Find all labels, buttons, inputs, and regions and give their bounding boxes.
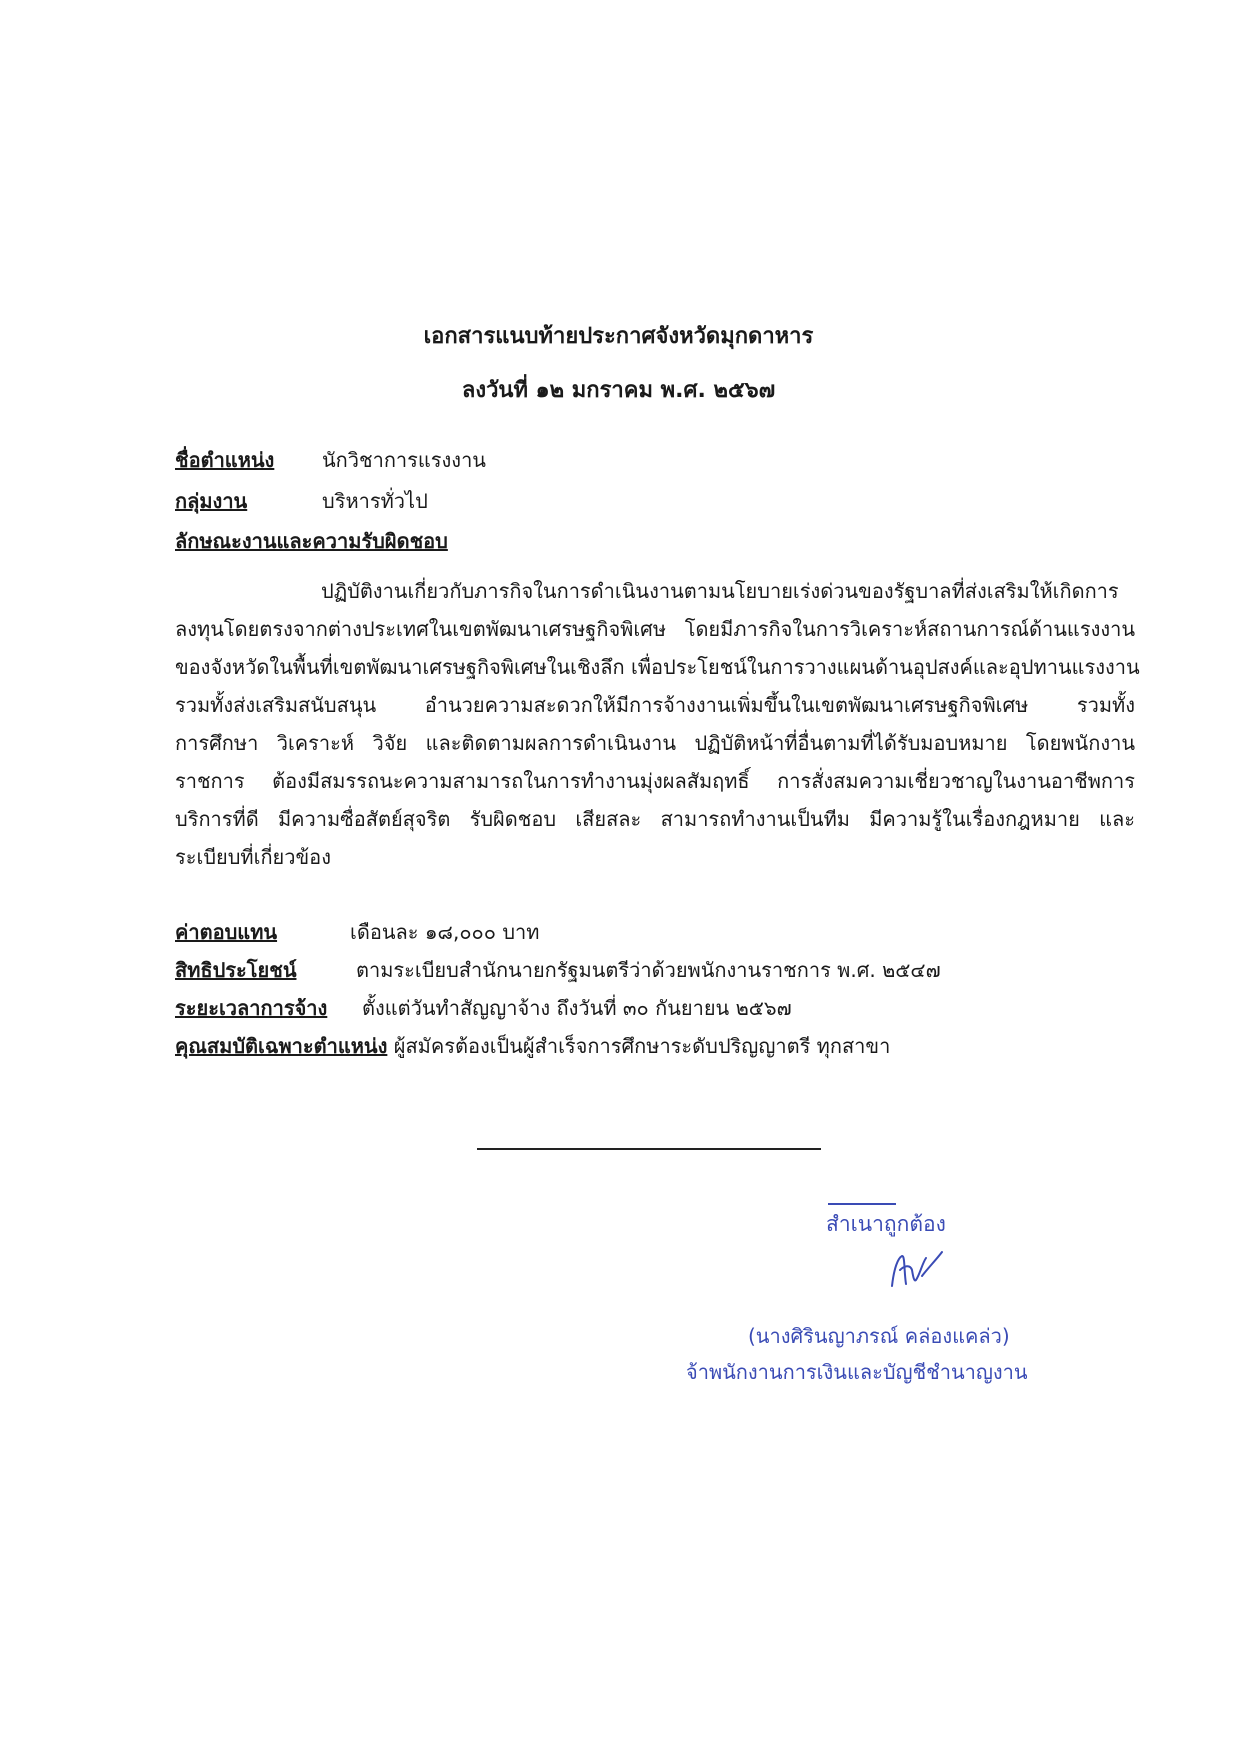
duties-label: ลักษณะงานและความรับผิดชอบ: [175, 529, 448, 553]
benefit-value: ตามระเบียบสำนักนายกรัฐมนตรีว่าด้วยพนักงานราชการ พ.ศ. ๒๕๔๗: [356, 958, 941, 982]
benefit-label: สิทธิประโยชน์: [175, 958, 297, 982]
duties-paragraph: [175, 572, 1140, 876]
pay-value: เดือนละ ๑๘,๐๐๐ บาท: [350, 920, 540, 944]
paragraph-line: ของจังหวัดในพื้นที่เขตพัฒนาเศรษฐกิจพิเศษในเชิงลึก เพื่อประโยชน์ในการวางแผนด้านอุปสงค์และอุปทานแรงงาน: [175, 655, 1140, 679]
position-name-value: นักวิชาการแรงงาน: [322, 448, 486, 472]
position-name-row: [175, 444, 274, 476]
signer-title: จ้าพนักงานการเงินและบัญชีชำนาญงาน: [686, 1360, 1028, 1384]
signer-name: (นางศิรินญาภรณ์ คล่องแคล่ว): [748, 1324, 1010, 1348]
pay-label: ค่าตอบแทน: [175, 920, 278, 944]
qualification-value: ผู้สมัครต้องเป็นผู้สำเร็จการศึกษาระดับปริญญาตรี ทุกสาขา: [393, 1034, 891, 1058]
paragraph-line: ลงทุนโดยตรงจากต่างประเทศในเขตพัฒนาเศรษฐกิจพิเศษ โดยมีภารกิจในการวิเคราะห์สถานการณ์ด้านแรงงาน: [175, 617, 1135, 641]
period-value: ตั้งแต่วันทำสัญญาจ้าง ถึงวันที่ ๓๐ กันยายน ๒๕๖๗: [362, 996, 792, 1020]
paragraph-line: ราชการ ต้องมีสมรรถนะความสามารถในการทำงานมุ่งผลสัมฤทธิ์ การสั่งสมความเชี่ยวชาญในงานอาชีพการ: [175, 769, 1135, 793]
qualification-row: [175, 1030, 890, 1062]
pay-row: [175, 916, 277, 948]
duties-heading: [175, 525, 448, 557]
benefit-row: [175, 954, 296, 986]
position-name-label: ชื่อตำแหน่ง: [175, 448, 275, 472]
document-date: ลงวันที่ ๑๒ มกราคม พ.ศ. ๒๕๖๗: [461, 378, 776, 403]
period-label: ระยะเวลาการจ้าง: [175, 996, 328, 1020]
signature-mark: [886, 1246, 946, 1294]
paragraph-line: ระเบียบที่เกี่ยวข้อง: [175, 845, 331, 869]
separator-line: [477, 1148, 821, 1150]
paragraph-line: รวมทั้งส่งเสริมสนับสนุน อำนวยความสะดวกให้มีการจ้างงานเพิ่มขึ้นในเขตพัฒนาเศรษฐกิจพิเศษ รวมทั้ง: [175, 693, 1135, 717]
group-row: [175, 485, 247, 517]
certified-copy-text: สำเนาถูกต้อง: [826, 1212, 946, 1236]
paragraph-line: บริการที่ดี มีความซื่อสัตย์สุจริต รับผิดชอบ เสียสละ สามารถทำงานเป็นทีม มีความรู้ในเรื่องกฎหมาย และ: [175, 807, 1135, 831]
paragraph-line: การศึกษา วิเคราะห์ วิจัย และติดตามผลการดำเนินงาน ปฏิบัติหน้าที่อื่นตามที่ได้รับมอบหมาย โดยพนักงาน: [175, 731, 1135, 755]
document-title: เอกสารแนบท้ายประกาศจังหวัดมุกดาหาร: [423, 324, 814, 349]
period-row: [175, 992, 327, 1024]
certification-stroke: [828, 1203, 896, 1205]
group-value: บริหารทั่วไป: [322, 489, 428, 513]
paragraph-line: ปฏิบัติงานเกี่ยวกับภารกิจในการดำเนินงานตามนโยบายเร่งด่วนของรัฐบาลที่ส่งเสริมให้เกิดการ: [321, 579, 1119, 603]
group-label: กลุ่มงาน: [175, 489, 248, 513]
qualification-label: คุณสมบัติเฉพาะตำแหน่ง: [175, 1034, 388, 1058]
